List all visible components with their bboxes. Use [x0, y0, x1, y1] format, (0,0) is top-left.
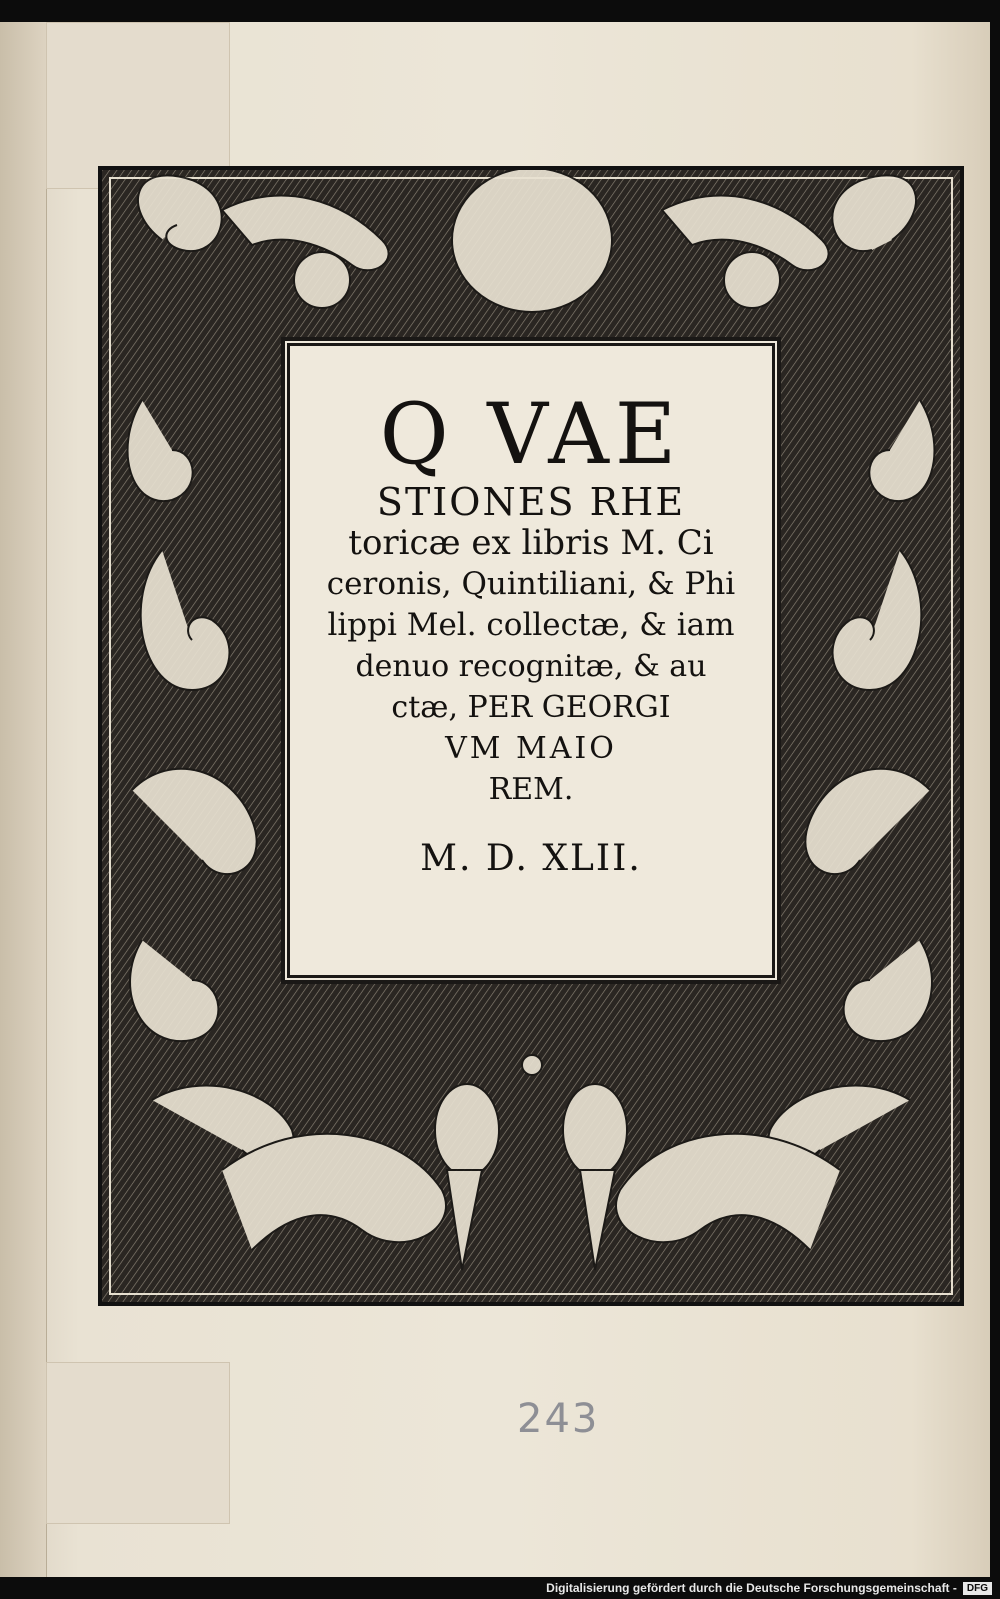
title-line-5: lippi Mel. collectæ, & iam	[327, 607, 735, 643]
paper-patch-top	[46, 22, 230, 189]
dfg-logo: DFG	[963, 1582, 992, 1595]
book-page	[0, 22, 990, 1577]
title-line-9: REM.	[488, 772, 574, 807]
title-line-6: denuo recognitæ, & au	[355, 649, 707, 684]
title-panel	[287, 343, 775, 978]
footer-credit: Digitalisierung gefördert durch die Deutsche Forschungsgemeinschaft -	[546, 1581, 957, 1595]
title-line-3: toricæ ex libris M. Ci	[348, 523, 714, 563]
paper-patch-bottom	[46, 1362, 230, 1524]
digitization-footer	[0, 1577, 1000, 1599]
title-line-1: Q VAE	[379, 385, 683, 483]
publication-year: M. D. XLII.	[420, 838, 642, 879]
shelf-mark: 243	[517, 1396, 600, 1442]
title-line-8: VM MAIO	[445, 731, 617, 766]
title-line-4: ceronis, Quintiliani, & Phi	[326, 566, 736, 602]
title-line-7: ctæ, PER GEORGI	[391, 690, 671, 725]
spine-strip	[0, 22, 47, 1577]
title-line-2: STIONES RHE	[376, 480, 686, 524]
title-block	[290, 386, 772, 879]
